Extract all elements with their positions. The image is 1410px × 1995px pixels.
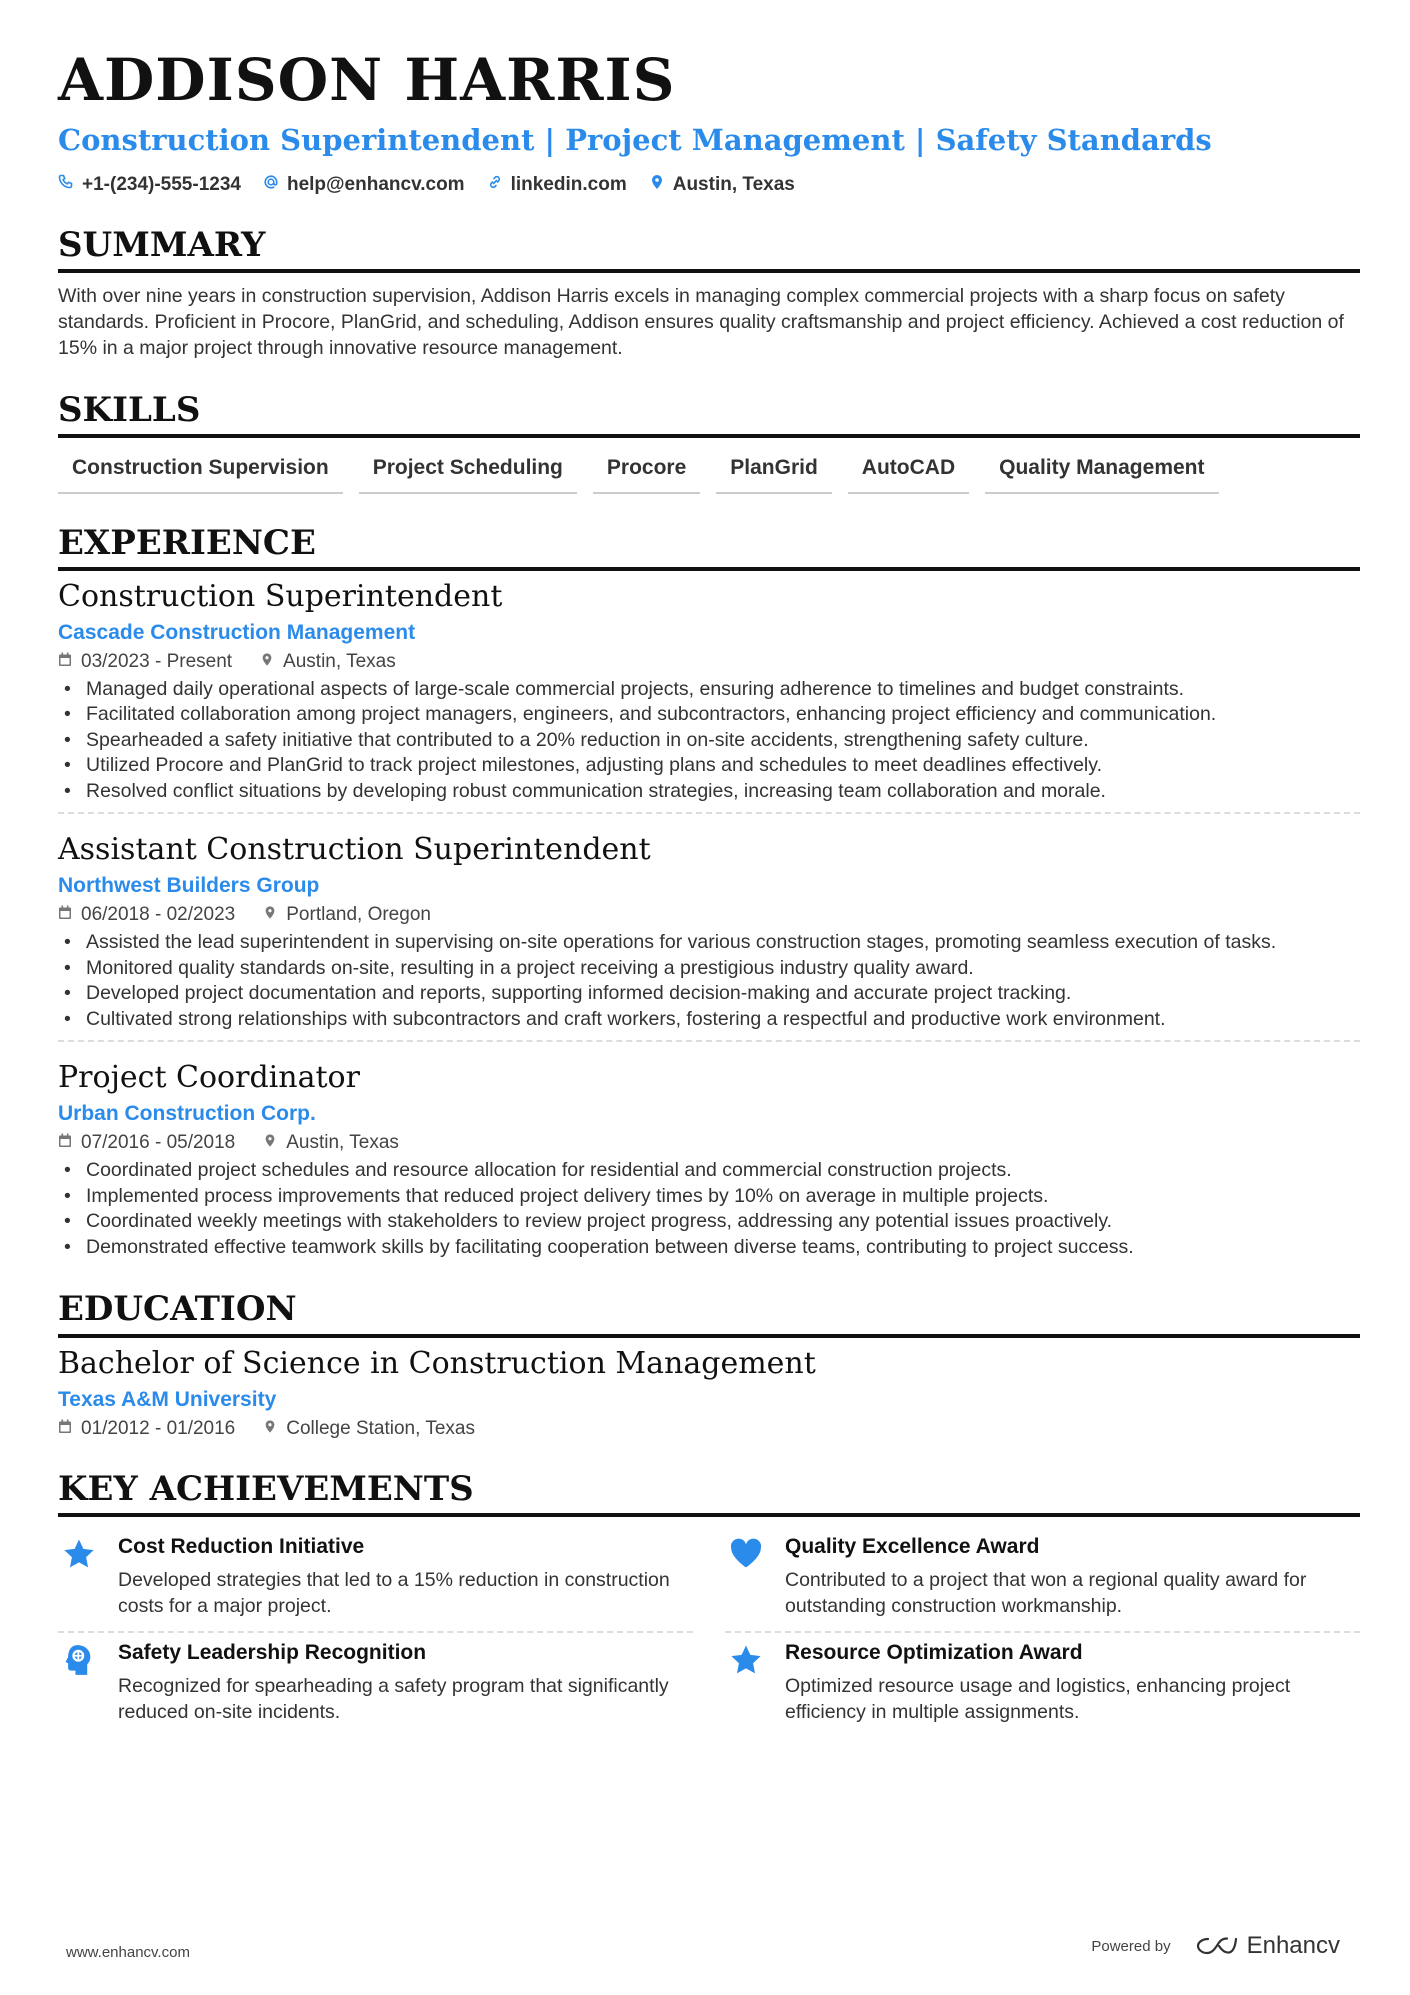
job-bullets xyxy=(58,1158,1360,1260)
contact-bar xyxy=(58,174,1360,196)
job-dates: 07/2016 - 05/2018 xyxy=(81,1132,236,1154)
achievement-desc: Contributed to a project that won a regional quality award for outstanding construction workmanship. xyxy=(785,1568,1307,1617)
section-title-achievements: KEY ACHIEVEMENTS xyxy=(58,1470,1360,1517)
job-meta xyxy=(58,651,1360,673)
achievement-item xyxy=(58,1527,693,1633)
education-location: College Station, Texas xyxy=(286,1417,475,1439)
education-entry xyxy=(58,1346,1360,1448)
location-pin-icon xyxy=(263,1132,277,1154)
skill-tag: Construction Supervision xyxy=(58,452,343,494)
headline: Construction Superintendent | Project Management | Safety Standards xyxy=(58,122,1212,157)
job-title: Project Coordinator xyxy=(58,1060,360,1096)
list-item: • Utilized Procore and PlanGrid to track project milestones, adjusting plans and schedules to meet deadlines effectively. xyxy=(58,753,1360,779)
job-meta xyxy=(58,904,1360,926)
list-item: • Demonstrated effective teamwork skills by facilitating cooperation between diverse teams, contributing to project success. xyxy=(58,1235,1360,1261)
brand-name: Enhancv xyxy=(1246,1932,1340,1959)
job-title: Construction Superintendent xyxy=(58,578,503,614)
contact-email-text: help@enhancv.com xyxy=(286,173,465,195)
star-icon xyxy=(58,1535,100,1619)
calendar-icon xyxy=(58,1132,72,1154)
powered-by-label: Powered by xyxy=(1091,1937,1171,1955)
footer-branding xyxy=(1091,1932,1340,1960)
link-icon xyxy=(487,174,503,196)
at-icon xyxy=(263,174,279,196)
contact-linkedin-text: linkedin.com xyxy=(510,173,627,195)
job-bullets xyxy=(58,677,1360,805)
achievement-desc: Developed strategies that led to a 15% reduction in construction costs for a major project. xyxy=(118,1568,670,1617)
contact-email[interactable] xyxy=(263,174,465,196)
achievement-title: Resource Optimization Award xyxy=(785,1640,1083,1664)
list-item: • Monitored quality standards on-site, resulting in a project receiving a prestigious industry quality award. xyxy=(58,956,1360,982)
list-item: • Resolved conflict situations by developing robust communication strategies, increasing team collaboration and morale. xyxy=(58,779,1360,805)
footer-website[interactable]: www.enhancv.com xyxy=(66,1944,190,1961)
job-dates: 03/2023 - Present xyxy=(81,650,233,672)
achievement-item xyxy=(725,1527,1360,1633)
achievements-grid xyxy=(58,1527,1360,1737)
phone-icon xyxy=(58,174,74,196)
job-location: Austin, Texas xyxy=(286,1132,399,1154)
education-meta xyxy=(58,1418,1360,1440)
calendar-icon xyxy=(58,1418,72,1440)
section-title-summary: SUMMARY xyxy=(58,226,1360,273)
experience-entry xyxy=(58,579,1360,813)
location-pin-icon xyxy=(263,904,277,926)
list-item: • Coordinated weekly meetings with stakeholders to review project progress, addressing any potential issues proactively. xyxy=(58,1209,1360,1235)
job-dates: 06/2018 - 02/2023 xyxy=(81,904,236,926)
list-item: • Coordinated project schedules and resource allocation for residential and commercial construction projects. xyxy=(58,1158,1360,1184)
contact-location-text: Austin, Texas xyxy=(672,173,795,195)
calendar-icon xyxy=(58,651,72,673)
candidate-name: ADDISON HARRIS xyxy=(58,46,676,114)
list-item: • Facilitated collaboration among project managers, engineers, and subcontractors, enhancing project efficiency and communication. xyxy=(58,702,1360,728)
section-title-education: EDUCATION xyxy=(58,1290,1360,1337)
job-location: Portland, Oregon xyxy=(286,904,431,926)
job-meta xyxy=(58,1132,1360,1154)
list-item: • Developed project documentation and reports, supporting informed decision-making and accurate project tracking. xyxy=(58,981,1360,1007)
list-item: • Cultivated strong relationships with subcontractors and craft workers, fostering a respectful and productive work environment. xyxy=(58,1007,1360,1033)
list-item: • Implemented process improvements that reduced project delivery times by 10% on average in multiple projects. xyxy=(58,1184,1360,1210)
skill-tag: Project Scheduling xyxy=(359,452,577,494)
location-pin-icon xyxy=(649,174,665,196)
achievement-title: Cost Reduction Initiative xyxy=(118,1534,365,1558)
heart-icon xyxy=(725,1535,767,1619)
degree-title: Bachelor of Science in Construction Management xyxy=(58,1345,816,1381)
job-location: Austin, Texas xyxy=(283,650,396,672)
contact-location xyxy=(649,174,795,196)
company-name: Cascade Construction Management xyxy=(58,620,416,644)
resume-page xyxy=(58,46,1360,1737)
summary-text: With over nine years in construction supervision, Addison Harris excels in managing complex commercial projects with a sharp focus on safety standards. Proficient in Procore, PlanGrid, and scheduling, Addison ensures quality craftsmanship and project efficiency. Achieved a cost reduction of 15% in a major project through innovative resource management. xyxy=(58,284,1344,359)
star-icon xyxy=(725,1641,767,1725)
enhancv-logo[interactable] xyxy=(1195,1932,1340,1960)
skill-tag: Procore xyxy=(593,452,700,494)
achievement-item xyxy=(58,1633,693,1737)
contact-phone-text: +1-(234)-555-1234 xyxy=(82,173,241,195)
school-name: Texas A&M University xyxy=(58,1387,277,1411)
company-name: Urban Construction Corp. xyxy=(58,1102,316,1126)
enhancv-logo-icon xyxy=(1195,1935,1239,1957)
location-pin-icon xyxy=(263,1418,277,1440)
education-dates: 01/2012 - 01/2016 xyxy=(81,1417,236,1439)
company-name: Northwest Builders Group xyxy=(58,874,320,898)
skills-list xyxy=(58,452,1360,494)
list-item: • Assisted the lead superintendent in supervising on-site operations for various construction stages, promoting seamless execution of tasks. xyxy=(58,930,1360,956)
skill-tag: PlanGrid xyxy=(716,452,832,494)
calendar-icon xyxy=(58,904,72,926)
contact-phone[interactable] xyxy=(58,174,241,196)
location-pin-icon xyxy=(260,651,274,673)
experience-entry xyxy=(58,812,1360,1040)
list-item: • Spearheaded a safety initiative that contributed to a 20% reduction in on-site accidents, strengthening safety culture. xyxy=(58,728,1360,754)
achievement-desc: Recognized for spearheading a safety program that significantly reduced on-site incidents. xyxy=(118,1674,669,1723)
job-title: Assistant Construction Superintendent xyxy=(58,832,651,868)
skill-tag: AutoCAD xyxy=(848,452,969,494)
section-title-experience: EXPERIENCE xyxy=(58,524,1360,571)
experience-entry xyxy=(58,1040,1360,1268)
achievement-title: Quality Excellence Award xyxy=(785,1534,1040,1558)
skill-tag: Quality Management xyxy=(985,452,1218,494)
job-bullets xyxy=(58,930,1360,1032)
contact-linkedin[interactable] xyxy=(487,174,627,196)
list-item: • Managed daily operational aspects of large-scale commercial projects, ensuring adherence to timelines and budget constraints. xyxy=(58,677,1360,703)
brain-head-icon xyxy=(58,1641,100,1725)
achievement-item xyxy=(725,1633,1360,1737)
section-title-skills: SKILLS xyxy=(58,391,1360,438)
achievement-desc: Optimized resource usage and logistics, enhancing project efficiency in multiple assignments. xyxy=(785,1674,1291,1723)
achievement-title: Safety Leadership Recognition xyxy=(118,1640,427,1664)
